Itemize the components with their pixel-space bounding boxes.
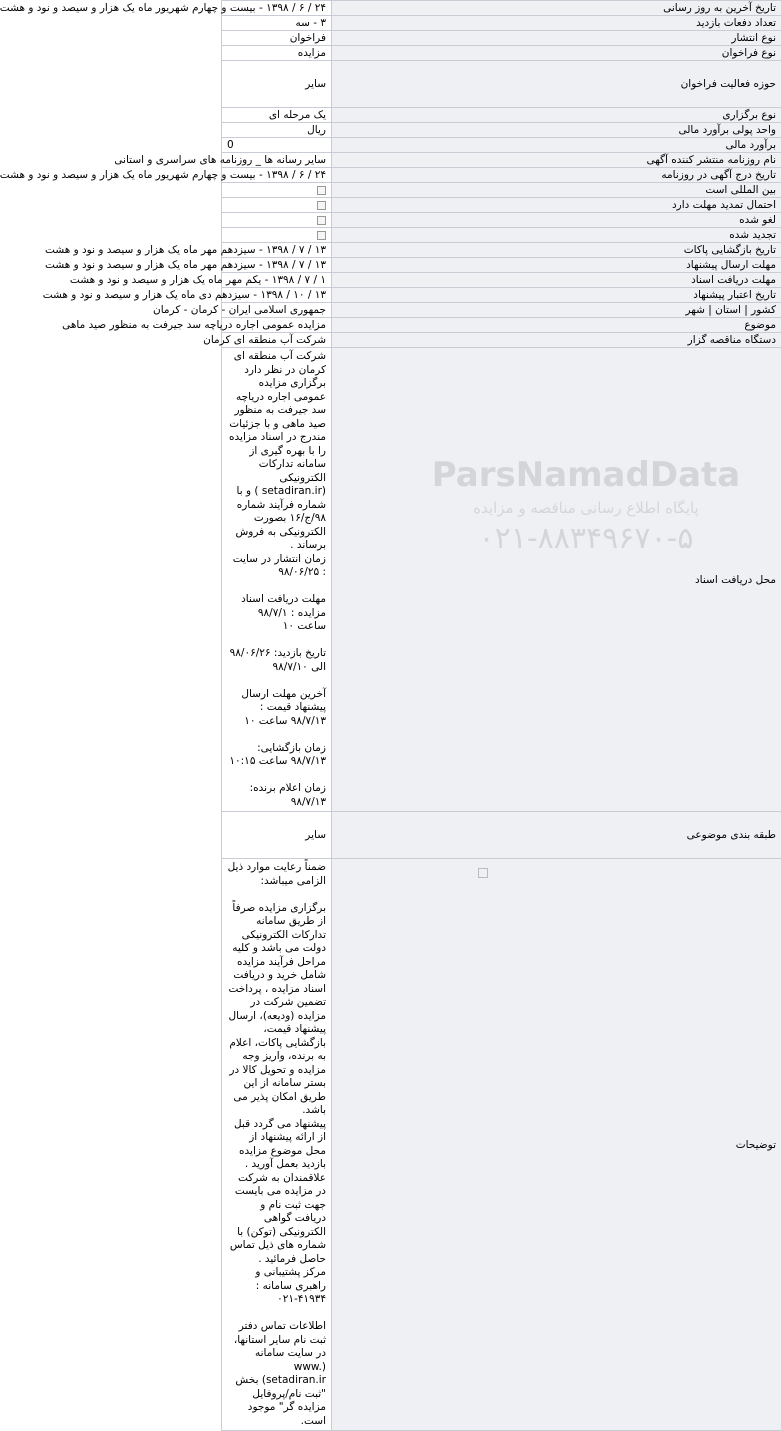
row-subject — [222, 318, 781, 333]
row-currency — [222, 123, 781, 138]
renewed-cell — [222, 228, 332, 243]
row-description — [222, 859, 781, 1431]
field-label: طبقه بندی موضوعی — [332, 812, 781, 859]
international-cell — [222, 183, 332, 198]
row-newspaper — [222, 153, 781, 168]
row-offer-validity — [222, 288, 781, 303]
last-update-value: ۲۴ / ۶ / ۱۳۹۸ - بیست و چهارم شهریور ماه یک هزار و سیصد و نود و هشت — [222, 1, 332, 16]
location-value: جمهوری اسلامی ایران - کرمان - کرمان — [222, 303, 332, 318]
field-label: تعداد دفعات بازدید — [332, 16, 781, 31]
extension-cell — [222, 198, 332, 213]
currency-value: ریال — [222, 123, 332, 138]
field-label: نوع انتشار — [332, 31, 781, 46]
row-opening-date — [222, 243, 781, 258]
row-organizer — [222, 333, 781, 348]
subject-value: مزایده عمومی اجاره دریاچه سد جیرفت به منظور صید ماهی — [222, 318, 332, 333]
call-type-value: مزایده — [222, 46, 332, 61]
field-label: مهلت دریافت اسناد — [332, 273, 781, 288]
publish-type-value: فراخوان — [222, 31, 332, 46]
offer-deadline-value: ۱۳ / ۷ / ۱۳۹۸ - سیزدهم مهر ماه یک هزار و سیصد و نود و هشت — [222, 258, 332, 273]
renewed-checkbox — [317, 231, 326, 240]
row-cancelled — [222, 213, 781, 228]
row-docs-location — [222, 348, 781, 812]
field-label: برآورد مالی — [332, 138, 781, 153]
docs-location-value: شرکت آب منطقه ای کرمان در نظر دارد برگزاری مزایده عمومی اجاره دریاچه سد جیرفت به منظور صید ماهی و با جزئیات مندرج در اسناد مزایده را با بهره گیری از سامانه تدارکات الکترونیکی (setadiran.ir ) و با شماره فرآیند شماره ۹۸/ج/۱۶ بصورت الکترونیکی به فروش برساند . زمان انتشار در سایت : ۹۸/۰۶/۲۵ مهلت دریافت اسناد مزایده : ۹۸/۷/۱ ساعت ۱۰ تاریخ بازدید: ۹۸/۰۶/۲۶ الی ۹۸/۷/۱۰ آخرین مهلت ارسال پیشنهاد قیمت : ۹۸/۷/۱۳ ساعت ۱۰ زمان بازگشایی: ۹۸/۷/۱۳ ساعت ۱۰:۱۵ زمان اعلام برنده: ۹۸/۷/۱۳ — [222, 348, 332, 812]
watermark-title: ParsNamadData — [406, 455, 766, 495]
watermark-line: پایگاه اطلاع رسانی مناقصه و مزایده — [406, 499, 766, 517]
field-label: بین المللی است — [332, 183, 781, 198]
watermark-phone: ۰۲۱-۸۸۳۴۹۶۷۰-۵ — [406, 521, 766, 556]
field-label: احتمال تمدید مهلت دارد — [332, 198, 781, 213]
row-visit-count — [222, 16, 781, 31]
visit-count-value: ۳ - سه — [222, 16, 332, 31]
row-offer-deadline — [222, 258, 781, 273]
row-last-update — [222, 1, 781, 16]
row-location — [222, 303, 781, 318]
field-label: تاریخ اعتبار پیشنهاد — [332, 288, 781, 303]
international-checkbox — [317, 186, 326, 195]
row-international — [222, 183, 781, 198]
extension-checkbox — [317, 201, 326, 210]
field-label: تجدید شده — [332, 228, 781, 243]
field-label: لغو شده — [332, 213, 781, 228]
docs-deadline-value: ۱ / ۷ / ۱۳۹۸ - یکم مهر ماه یک هزار و سیصد و نود و هشت — [222, 273, 332, 288]
row-category — [222, 812, 781, 859]
field-label: کشور | استان | شهر — [332, 303, 781, 318]
row-renewed — [222, 228, 781, 243]
row-holding-type — [222, 108, 781, 123]
field-label: محل دریافت اسناد — [332, 348, 781, 812]
category-value: سایر — [222, 812, 332, 859]
field-label: نوع فراخوان — [332, 46, 781, 61]
field-label: تاریخ بازگشایی پاکات — [332, 243, 781, 258]
row-extension — [222, 198, 781, 213]
field-label: نوع برگزاری — [332, 108, 781, 123]
newspaper-date-value: ۲۴ / ۶ / ۱۳۹۸ - بیست و چهارم شهریور ماه یک هزار و سیصد و نود و هشت — [222, 168, 332, 183]
field-label: واحد پولی برآورد مالی — [332, 123, 781, 138]
activity-area-value: سایر — [222, 61, 332, 108]
newspaper-value: سایر رسانه ها _ روزنامه های سراسری و استانی — [222, 153, 332, 168]
field-label: تاریخ آخرین به روز رسانی — [332, 1, 781, 16]
row-activity-area — [222, 61, 781, 108]
field-label: حوزه فعالیت فراخوان — [332, 61, 781, 108]
row-docs-deadline — [222, 273, 781, 288]
row-publish-type — [222, 31, 781, 46]
tender-details-table — [221, 0, 781, 1431]
field-label: دستگاه مناقصه گزار — [332, 333, 781, 348]
row-newspaper-date — [222, 168, 781, 183]
holding-type-value: یک مرحله ای — [222, 108, 332, 123]
cancelled-cell — [222, 213, 332, 228]
field-label: تاریخ درج آگهی در روزنامه — [332, 168, 781, 183]
row-estimate — [222, 138, 781, 153]
offer-validity-value: ۱۳ / ۱۰ / ۱۳۹۸ - سیزدهم دی ماه یک هزار و سیصد و نود و هشت — [222, 288, 332, 303]
bottom-checkbox-icon — [478, 868, 488, 878]
row-call-type — [222, 46, 781, 61]
field-label: موضوع — [332, 318, 781, 333]
cancelled-checkbox — [317, 216, 326, 225]
field-label: توضیحات — [332, 859, 781, 1431]
opening-date-value: ۱۳ / ۷ / ۱۳۹۸ - سیزدهم مهر ماه یک هزار و سیصد و نود و هشت — [222, 243, 332, 258]
description-value: ضمناً رعایت موارد ذیل الزامی میباشد: برگزاری مزایده صرفاً از طریق سامانه تدارکات الکترونیکی دولت می باشد و کلیه مراحل فرآیند مزایده شامل خرید و دریافت اسناد مزایده ، پرداخت تضمین شرکت در مزایده (ودیعه)، ارسال پیشنهاد قیمت، بازگشایی پاکات، اعلام به برنده، واریز وجه مزایده و تحویل کالا در بستر سامانه از این طریق امکان پذیر می باشد. پیشنهاد می گردد قبل از ارائه پیشنهاد از محل موضوع مزایده بازدید بعمل آورید . علاقمندان به شرکت در مزایده می بایست جهت ثبت نام و دریافت گواهی الکترونیکی (توکن) با شماره های ذیل تماس حاصل فرمائید . مرکز پشتیبانی و راهبری سامانه : ۴۱۹۳۴-۰۲۱ اطلاعات تماس دفتر ثبت نام سایر استانها، در سایت سامانه (www. setadiran.ir) بخش "ثبت نام/پروفایل مزایده گر" موجود است. — [222, 859, 332, 1431]
field-label: مهلت ارسال پیشنهاد — [332, 258, 781, 273]
field-label: نام روزنامه منتشر کننده آگهی — [332, 153, 781, 168]
estimate-value: 0 — [227, 138, 234, 152]
estimate-cell — [222, 138, 332, 153]
organizer-value: شرکت آب منطقه ای کرمان — [222, 333, 332, 348]
